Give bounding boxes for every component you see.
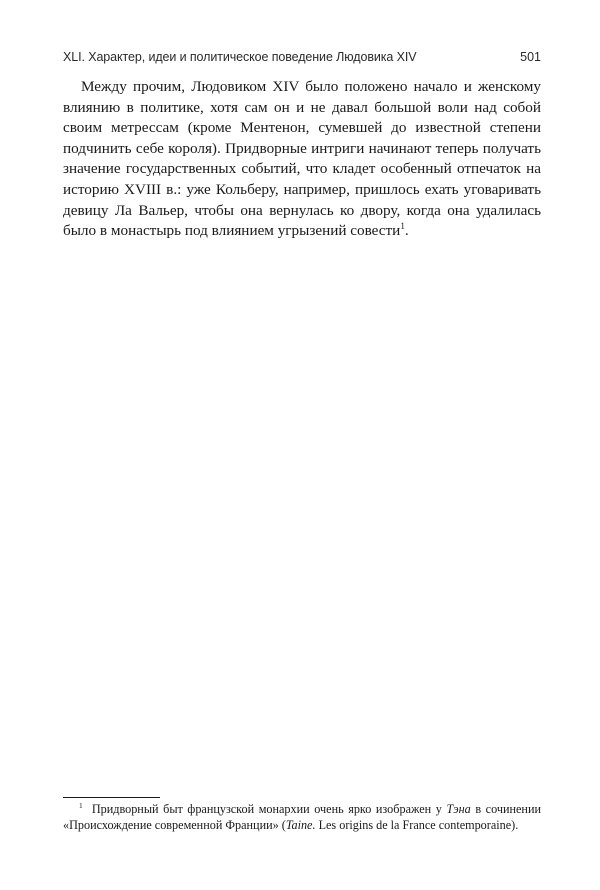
- footnote-author-ru: Тэна: [446, 802, 471, 816]
- footnote-reference[interactable]: 1: [400, 221, 405, 232]
- footnote-text-after: Les origins de la France contemporaine).: [315, 818, 519, 832]
- footnote-marker: 1: [79, 800, 83, 810]
- body-paragraph: [63, 77, 541, 242]
- footnote-text-middle: в сочинении «Происхождение современной Франции» (: [63, 802, 541, 832]
- footnote: [63, 801, 541, 833]
- paragraph-end: .: [404, 222, 409, 240]
- footnote-text-before: Придворный быт французской монархии очень ярко изображен у: [91, 802, 447, 816]
- page-number: 501: [520, 50, 541, 64]
- footnote-divider: [63, 797, 160, 798]
- running-head: [63, 50, 541, 70]
- footnote-author-fr: Taine.: [285, 818, 316, 832]
- paragraph-text: Между прочим, Людовиком XIV было положено начало и женскому влиянию в политике, хотя сам он и не давал большой воли над собой своим метрессам (кроме Ментенон, сумевшей до известной степени подчинить себе короля). Придворные интриги начинают теперь получать значение государственных событий, что кладет особенный отпечаток на историю XVIII в.: уже Кольберу, например, пришлось ехать уговаривать девицу Ла Вальер, чтобы она вернулась ко двору, когда она удалилась было в монастырь под влиянием угрызений совести: [63, 78, 541, 240]
- chapter-title: XLI. Характер, идеи и политическое поведение Людовика XIV: [63, 50, 417, 64]
